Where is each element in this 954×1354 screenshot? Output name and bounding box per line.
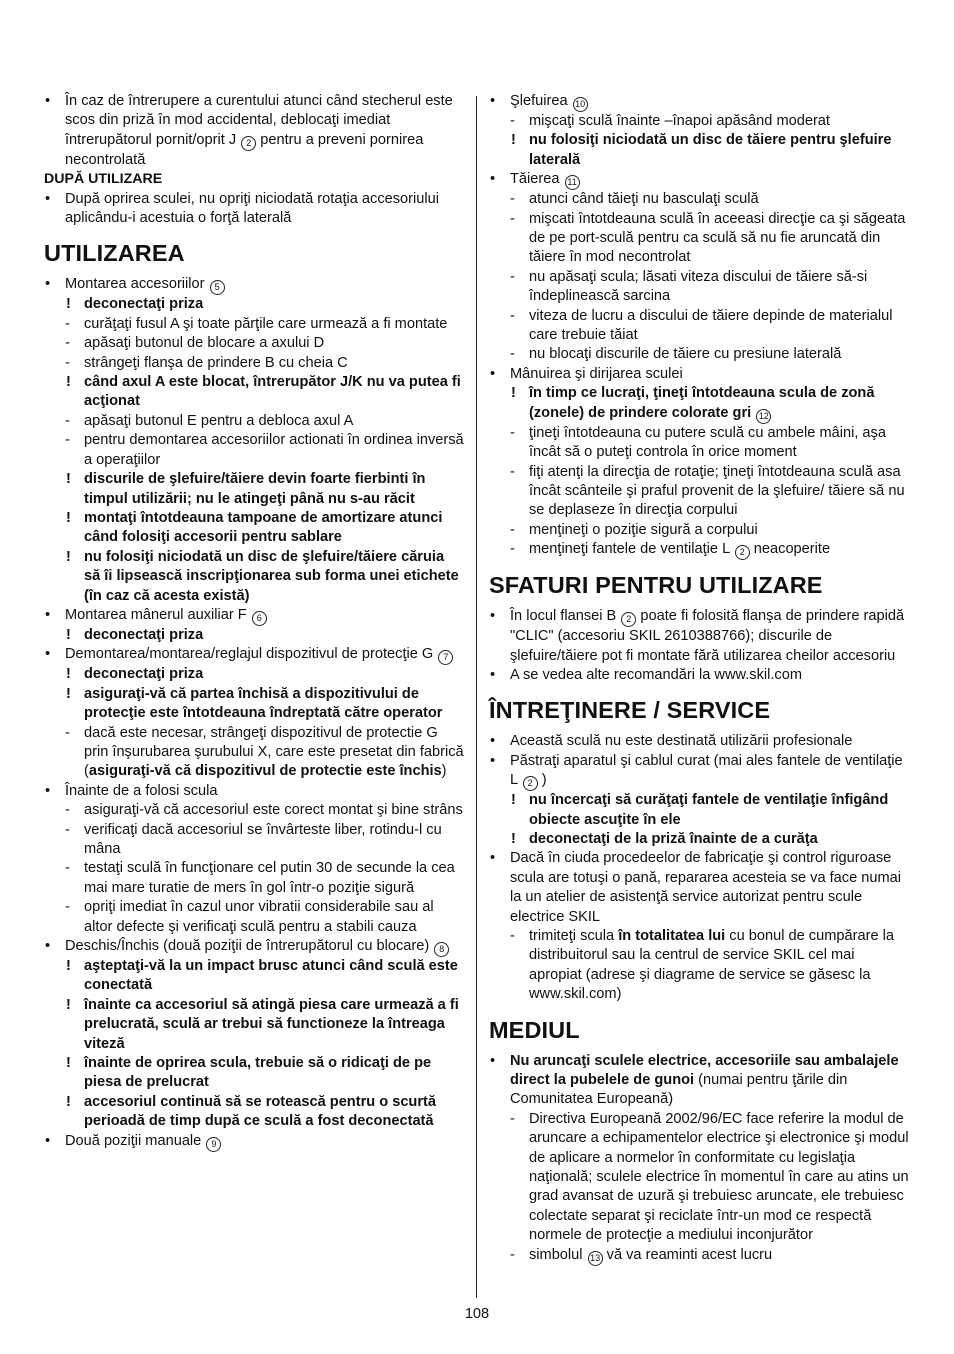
- bullet-mark: •: [490, 733, 496, 750]
- text-run: deconectaţi de la priză înainte de a curăţa: [529, 830, 818, 847]
- dash-item: [489, 463, 911, 521]
- dash-mark: -: [510, 307, 515, 324]
- text-run: În caz de întrerupere a curentului atunci când stecherul este scos din priză în mod accidental, deblocaţi imediat întrerupătorul pornit/oprit J: [65, 93, 453, 148]
- text-run: opriţi imediat în cazul unor vibratii considerabile sau al altor defecte şi verificaţi sculă pentru a stabili cauza: [84, 899, 434, 935]
- dash-mark: -: [510, 113, 515, 129]
- text-run: aşteptaţi-vă la un impact brusc atunci când sculă este conectată: [84, 958, 458, 994]
- bullet-item: [489, 849, 911, 927]
- dash-mark: -: [510, 346, 515, 363]
- bullet-item: [489, 732, 911, 751]
- warning-item: [44, 373, 464, 412]
- bullet-mark: •: [490, 666, 496, 683]
- section-heading: SFATURI PENTRU UTILIZARE: [489, 572, 823, 599]
- dash-item: [44, 801, 464, 820]
- item-text: [84, 802, 463, 818]
- warning-item: [44, 509, 464, 548]
- warning-mark: !: [66, 509, 71, 526]
- text-run: menţineţi fantele de ventilaţie L: [529, 541, 730, 558]
- left-column: [44, 92, 464, 1152]
- warning-mark: !: [66, 996, 71, 1013]
- bullet-item: [44, 645, 464, 665]
- text-run: nu apăsaţi scula; lăsati viteza discului de tăiere să-si îndeplinească sarcina: [529, 268, 868, 305]
- dash-mark: -: [510, 191, 515, 208]
- dash-mark: -: [510, 1246, 515, 1263]
- text-run: menţineţi o poziţie sigură a corpului: [529, 521, 758, 538]
- dash-mark: -: [65, 899, 70, 916]
- bullet-item: [489, 92, 911, 112]
- warning-item: [44, 1093, 464, 1132]
- item-text: [529, 132, 891, 167]
- text-run: apăsaţi butonul de blocare a axului D: [84, 335, 325, 352]
- text-run: apăsaţi butonul E pentru a debloca axul A: [84, 412, 354, 429]
- bullet-mark: •: [490, 752, 496, 769]
- figure-reference-number: 2: [621, 612, 636, 627]
- item-text: [529, 269, 867, 304]
- text-run: înainte ca accesoriul să atingă piesa care urmează a fi prelucrată, sculă ar trebui să functioneze la întreaga viteză: [84, 996, 459, 1052]
- figure-reference-number: 10: [573, 97, 588, 112]
- item-text: [84, 374, 461, 409]
- figure-reference-number: 9: [206, 1137, 221, 1152]
- item-text: [529, 928, 894, 1002]
- dash-mark: -: [65, 335, 70, 352]
- dash-item: [489, 1110, 911, 1246]
- item-text: [529, 1247, 772, 1263]
- figure-reference-number: 13: [588, 1251, 603, 1266]
- text-run: Mânuirea şi dirijarea sculei: [510, 365, 683, 382]
- dash-mark: -: [65, 412, 70, 429]
- dash-mark: -: [510, 541, 515, 558]
- item-text: [65, 607, 267, 623]
- text-run-tail: ): [441, 763, 447, 780]
- text-run: Şlefuirea: [510, 93, 568, 109]
- item-text: [529, 464, 905, 519]
- dash-item: [489, 927, 911, 1005]
- text-run: nu încercaţi să curăţaţi fantele de ventilaţie înfigând obiecte ascuţite în ele: [529, 792, 889, 828]
- item-text: [510, 1053, 899, 1108]
- text-run: fiţi atenţi la direcţia de rotaţie; ţineţi întotdeauna sculă asa încât scânteile şi praful provenit de la şlefuire/ tăiere să nu se deplaseze în direcţia corpului: [529, 463, 905, 519]
- bullet-item: [44, 1132, 464, 1152]
- item-text: [529, 385, 874, 420]
- dash-mark: -: [510, 928, 515, 944]
- warning-mark: !: [511, 132, 516, 149]
- bold-text: Nu aruncaţi sculele electrice, accesoriile sau ambalajele direct la pubelele de gunoi: [510, 1052, 899, 1089]
- item-text: [84, 510, 442, 545]
- item-text: [529, 308, 892, 343]
- dash-mark: -: [510, 268, 515, 285]
- item-text: [529, 211, 905, 266]
- warning-mark: !: [66, 374, 71, 391]
- warning-item: [44, 996, 464, 1054]
- item-text: [65, 646, 453, 662]
- page-number: 108: [464, 1306, 490, 1322]
- item-text: [84, 627, 203, 643]
- dash-item: [489, 345, 911, 364]
- item-text: [510, 366, 683, 382]
- text-run: Montarea accesoriilor: [65, 276, 205, 293]
- column-divider: [476, 96, 477, 1298]
- bullet-mark: •: [45, 1132, 51, 1149]
- bullet-mark: •: [490, 365, 496, 382]
- item-text: [84, 958, 458, 993]
- item-text: [510, 753, 903, 788]
- warning-mark: !: [66, 626, 71, 643]
- bullet-item: [489, 607, 911, 666]
- section-heading: ÎNTREŢINERE / SERVICE: [489, 697, 771, 724]
- bullet-mark: •: [490, 93, 496, 109]
- dash-item: [44, 724, 464, 782]
- figure-reference-number: 2: [523, 776, 538, 791]
- item-text: [510, 850, 901, 924]
- bullet-item: [44, 782, 464, 801]
- item-text: [84, 335, 324, 351]
- bullet-item: [489, 752, 911, 791]
- text-run: simbolul: [529, 1246, 583, 1263]
- text-run: montaţi întotdeauna tampoane de amortizare atunci când folosiţi accesorii pentru sablare: [84, 509, 443, 546]
- text-run: verificaţi dacă accesoriul se învârteste liber, rotindu-l cu mâna: [84, 821, 442, 857]
- text-run: testaţi sculă în funcţionare cel putin 30 de secunde la cea mai mare turatie de mers în gol într-o poziţie sigură: [84, 860, 455, 896]
- item-text: [84, 549, 459, 604]
- item-text: [65, 93, 453, 168]
- figure-reference-number: 2: [241, 136, 256, 151]
- item-text: [84, 666, 203, 682]
- text-run-tail: (numai pentru ţările din Comunitatea Europeană): [510, 1072, 848, 1108]
- item-text: [84, 432, 464, 467]
- dash-item: [489, 112, 911, 131]
- dash-mark: -: [65, 724, 70, 741]
- item-text: [84, 686, 442, 721]
- text-run: în timp ce lucraţi, ţineţi întotdeauna scula de zonă (zonele) de prindere colorate gri: [529, 385, 875, 421]
- dash-item: [44, 821, 464, 860]
- dash-item: [489, 424, 911, 463]
- figure-reference-number: 8: [434, 942, 449, 957]
- text-run: Demontarea/montarea/reglajul dispozitivul de protecţie G: [65, 646, 434, 663]
- bullet-item: [489, 666, 911, 685]
- warning-item: [44, 685, 464, 724]
- text-run: A se vedea alte recomandări la www.skil.com: [510, 666, 803, 683]
- bold-text: în totalitatea lui: [618, 928, 726, 944]
- bold-text: asiguraţi-vă că dispozitivul de protectie este închis: [88, 763, 442, 780]
- warning-mark: !: [66, 958, 71, 975]
- dash-mark: -: [510, 424, 515, 441]
- text-run: asiguraţi-vă că accesoriul este corect montat şi bine strâns: [84, 802, 463, 819]
- figure-reference-number: 12: [756, 409, 771, 424]
- dash-item: [489, 268, 911, 307]
- text-run: În locul flansei B: [510, 608, 617, 625]
- bullet-item: [44, 275, 464, 295]
- item-text: [529, 792, 888, 827]
- text-run: Păstraţi aparatul şi cablul curat (mai ales fantele de ventilaţie L: [510, 752, 903, 789]
- item-text: [84, 860, 455, 895]
- dash-item: [44, 315, 464, 334]
- item-text: [84, 1055, 431, 1090]
- bullet-mark: •: [490, 1052, 496, 1069]
- text-run-tail: neacoperite: [753, 541, 831, 558]
- dash-mark: -: [510, 210, 515, 227]
- text-run: viteza de lucru a discului de tăiere depinde de materialul care trebuie tăiat: [529, 307, 893, 344]
- item-text: [510, 667, 802, 683]
- dash-item: [44, 898, 464, 937]
- warning-item: [44, 1054, 464, 1093]
- warning-mark: !: [66, 666, 71, 683]
- warning-item: [44, 548, 464, 606]
- item-text: [529, 191, 759, 207]
- item-text: [84, 413, 353, 429]
- dash-mark: -: [65, 432, 70, 449]
- text-run: Tăierea: [510, 171, 560, 188]
- text-run: asiguraţi-vă că partea închisă a dispozitivului de protecţie este întotdeauna îndreptată către operator: [84, 685, 443, 722]
- text-run-tail: pentru a preveni pornirea necontrolată: [65, 131, 424, 168]
- item-text: [84, 471, 425, 506]
- section-heading: UTILIZAREA: [44, 240, 185, 267]
- item-text: [510, 733, 852, 749]
- bullet-item: [489, 365, 911, 384]
- figure-reference-number: 5: [210, 280, 225, 295]
- text-run: mişcati întotdeauna sculă în aceeasi direcţie ca şi săgeata de pe port-sculă pentru ca sculă să nu fie aruncată din tăiere în mod necontrolat: [529, 210, 906, 266]
- item-text: [65, 191, 439, 226]
- item-text: [529, 346, 841, 362]
- dash-item: [44, 412, 464, 431]
- bullet-mark: •: [45, 93, 51, 109]
- item-text: [84, 1094, 436, 1129]
- warning-mark: !: [66, 1055, 71, 1072]
- item-text: [529, 113, 830, 129]
- warning-mark: !: [511, 830, 516, 847]
- item-text: [529, 541, 830, 557]
- dash-mark: -: [65, 802, 70, 819]
- dash-item: [489, 1246, 911, 1266]
- bullet-mark: •: [490, 608, 496, 625]
- bullet-mark: •: [490, 850, 496, 867]
- item-text: [510, 171, 580, 187]
- bullet-item: [44, 606, 464, 626]
- dash-item: [489, 540, 911, 560]
- bullet-mark: •: [45, 938, 51, 955]
- dash-item: [489, 210, 911, 268]
- dash-item: [489, 190, 911, 209]
- item-text: [510, 93, 588, 109]
- text-run: Înainte de a folosi scula: [65, 782, 218, 799]
- text-run: nu folosiţi niciodată un disc de şlefuire/tăiere căruia să îi lipsească inscripţionarea sub forma unei etichete (în caz că acesta există): [84, 548, 459, 604]
- text-run: trimiteţi scula: [529, 928, 619, 944]
- warning-item: [489, 791, 911, 830]
- bullet-mark: •: [45, 276, 51, 293]
- text-run-tail: ): [541, 772, 547, 789]
- warning-mark: !: [66, 685, 71, 702]
- dash-item: [44, 859, 464, 898]
- warning-item: [44, 665, 464, 684]
- item-text: [529, 1111, 909, 1243]
- dash-item: [44, 431, 464, 470]
- warning-mark: !: [66, 296, 71, 313]
- text-run: deconectaţi priza: [84, 626, 204, 643]
- warning-item: [489, 384, 911, 423]
- item-text: [84, 822, 442, 857]
- warning-item: [44, 295, 464, 314]
- warning-mark: !: [66, 1093, 71, 1110]
- warning-item: [44, 626, 464, 645]
- dash-item: [489, 521, 911, 540]
- text-run: dacă este necesar, strângeţi dispozitivul de protectie G prin înşurubarea şurubului X, care este presetat din fabrică (: [84, 724, 464, 780]
- text-run-tail: vă va reaminti acest lucru: [606, 1246, 773, 1263]
- bullet-mark: •: [45, 606, 51, 623]
- text-run: discurile de şlefuire/tăiere devin foarte fierbinti în timpul utilizării; nu le atingeţi până nu s-au răcit: [84, 471, 426, 507]
- text-run: deconectaţi priza: [84, 666, 204, 683]
- text-run: pentru demontarea accesoriilor actionati în ordinea inversă a operaţiilor: [84, 432, 464, 468]
- item-text: [84, 997, 459, 1052]
- item-text: [510, 608, 904, 663]
- dash-mark: -: [65, 821, 70, 838]
- item-text: [84, 899, 434, 934]
- dash-mark: -: [510, 463, 515, 480]
- warning-mark: !: [66, 471, 71, 488]
- bullet-mark: •: [45, 782, 51, 799]
- figure-reference-number: 6: [252, 611, 267, 626]
- text-run: când axul A este blocat, întrerupător J/K nu va putea fi acţionat: [84, 374, 461, 410]
- bullet-mark: •: [45, 646, 51, 663]
- item-text: [65, 276, 225, 292]
- bullet-item: [44, 190, 464, 229]
- item-text: [529, 522, 758, 538]
- figure-reference-number: 2: [735, 545, 750, 560]
- item-text: [84, 296, 203, 312]
- text-run-tail: cu bonul de cumpărare la distribuitorul sau la centrul de service SKIL cel mai apropiat (adrese şi diagrame de service se găsesc la www.skil.com): [529, 928, 894, 1003]
- bullet-mark: •: [45, 190, 51, 207]
- bullet-item: [44, 937, 464, 957]
- text-run: Dacă în ciuda procedeelor de fabricaţie şi control riguroase scula are totuşi o pană, repararea acesteia se va face numai la un atelier de asistenţă service autorizat pentru scule electrice SKIL: [510, 850, 902, 925]
- warning-item: [489, 830, 911, 849]
- subheading: DUPĂ UTILIZARE: [44, 171, 163, 188]
- text-run: Această sculă nu este destinată utilizării profesionale: [510, 733, 853, 750]
- dash-mark: -: [65, 315, 70, 332]
- right-column: [489, 92, 911, 1266]
- text-run-tail: poate fi folosită flanşa de prindere rapidă "CLIC" (accesoriu SKIL 2610388766); discurile de şlefuire/tăiere pot fi montate fără utilizarea cheilor accesoriu: [510, 608, 905, 664]
- text-run: accesoriul continuă să se rotească pentru o scurtă perioadă de timp după ce sculă a fost deconectată: [84, 1093, 437, 1130]
- dash-mark: -: [510, 521, 515, 538]
- text-run: mişcaţi sculă înainte –înapoi apăsând moderat: [529, 113, 830, 129]
- bullet-mark: •: [490, 171, 496, 188]
- text-run: curăţaţi fusul A şi toate părţile care urmează a fi montate: [84, 315, 448, 332]
- item-text: [65, 938, 449, 954]
- dash-mark: -: [65, 860, 70, 877]
- dash-item: [489, 307, 911, 346]
- text-run: După oprirea sculei, nu opriţi niciodată rotaţia accesoriului aplicându-i acestuia o forţă laterală: [65, 190, 439, 227]
- text-run: strângeţi flanşa de prindere B cu cheia C: [84, 354, 348, 371]
- dash-item: [44, 334, 464, 353]
- item-text: [84, 316, 447, 332]
- text-run: deconectaţi priza: [84, 296, 204, 313]
- text-run: Montarea mânerul auxiliar F: [65, 606, 247, 623]
- dash-item: [44, 354, 464, 373]
- text-run: nu blocaţi discurile de tăiere cu presiune laterală: [529, 346, 842, 363]
- text-run: Două poziţii manuale: [65, 1132, 202, 1149]
- dash-mark: -: [510, 1110, 515, 1127]
- warning-mark: !: [66, 548, 71, 565]
- warning-item: [44, 957, 464, 996]
- item-text: [529, 831, 818, 847]
- text-run: Deschis/Închis (două poziţii de întrerupătorul cu blocare): [65, 938, 430, 955]
- bullet-item: [489, 1052, 911, 1110]
- item-text: [84, 725, 464, 780]
- item-text: [65, 1133, 221, 1149]
- item-text: [529, 425, 886, 460]
- item-text: [65, 783, 218, 799]
- dash-mark: -: [65, 354, 70, 371]
- figure-reference-number: 11: [565, 175, 580, 190]
- item-text: [84, 355, 348, 371]
- bullet-item: [44, 92, 464, 170]
- figure-reference-number: 7: [438, 650, 453, 665]
- warning-item: [44, 470, 464, 509]
- warning-mark: !: [511, 792, 516, 809]
- text-run: nu folosiţi niciodată un disc de tăiere pentru şlefuire laterală: [529, 132, 892, 168]
- warning-item: [489, 131, 911, 170]
- warning-mark: !: [511, 385, 516, 402]
- bullet-item: [489, 170, 911, 190]
- text-run: înainte de oprirea scula, trebuie să o ridicaţi de pe piesa de prelucrat: [84, 1055, 432, 1091]
- text-run: Directiva Europeană 2002/96/EC face referire la modul de aruncare a echipamentelor electrice şi electronice şi modul de aplicare a normelor în conformitate cu legislaţia naţională; sculele electrice în momentul în care au atins un grad avansat de uzură şi trebuiesc aruncate, ele trebuiesc colectate separat şi reciclate într-un mod ce respectă normele de protecţie a mediului inconjurător: [529, 1110, 909, 1244]
- text-run: ţineţi întotdeauna cu putere sculă cu ambele mâini, aşa încât să o puteţi controla în orice moment: [529, 424, 886, 461]
- text-run: atunci când tăiеţi nu basculaţi sculă: [529, 191, 759, 208]
- section-heading: MEDIUL: [489, 1016, 580, 1043]
